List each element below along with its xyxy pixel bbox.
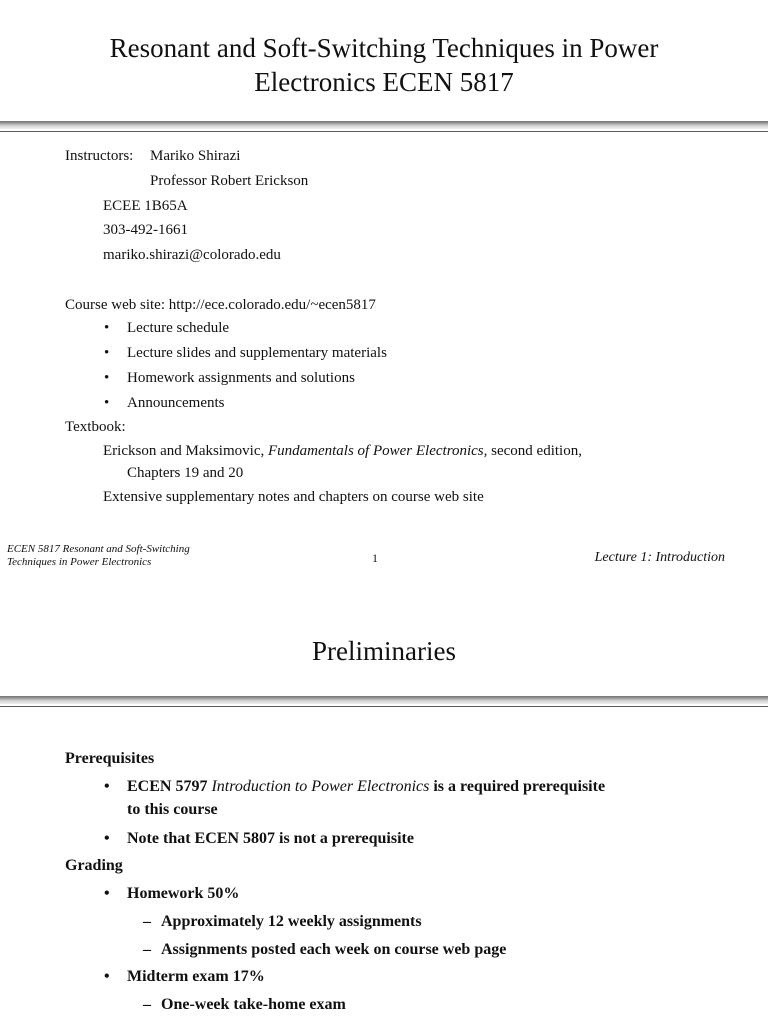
textbook-line bbox=[103, 442, 582, 460]
dash-icon: – bbox=[143, 913, 151, 930]
list-item: Homework assignments and solutions bbox=[127, 370, 355, 386]
prereq-course: ECEN 5797 bbox=[127, 778, 208, 795]
email: mariko.shirazi@colorado.edu bbox=[103, 247, 281, 263]
slide1-title-rule bbox=[0, 121, 768, 129]
dash-icon: – bbox=[143, 941, 151, 958]
slide2-title: Preliminaries bbox=[312, 636, 456, 666]
website-line bbox=[65, 296, 376, 314]
prereq-item-1-line2: to this course bbox=[127, 801, 218, 818]
list-item: Lecture schedule bbox=[127, 320, 230, 336]
bullet-icon: • bbox=[104, 830, 110, 847]
slide1-footer-right: Lecture 1: Introduction bbox=[594, 550, 725, 565]
textbook-label: Textbook: bbox=[65, 419, 126, 435]
textbook-authors: Erickson and Maksimovic, bbox=[103, 443, 265, 459]
textbook-chapters: Chapters 19 and 20 bbox=[127, 465, 244, 481]
instructor-1: Mariko Shirazi bbox=[150, 148, 241, 164]
midterm-detail-1: One-week take-home exam bbox=[161, 996, 346, 1013]
instructors-label: Instructors: bbox=[65, 148, 134, 164]
slide2-title-rule bbox=[0, 696, 768, 704]
prerequisites-label: Prerequisites bbox=[65, 750, 155, 767]
list-item: Lecture slides and supplementary materials bbox=[127, 345, 387, 361]
bullet-icon: • bbox=[104, 885, 110, 902]
bullet-icon: • bbox=[104, 345, 110, 361]
prereq-item-1 bbox=[127, 777, 605, 797]
bullet-icon: • bbox=[104, 395, 110, 411]
homework-detail-1: Approximately 12 weekly assignments bbox=[161, 913, 422, 930]
slide1-title bbox=[0, 31, 768, 99]
grading-midterm: Midterm exam 17% bbox=[127, 968, 265, 985]
textbook-title: Fundamentals of Power Electronics, bbox=[267, 443, 488, 459]
list-item: Announcements bbox=[127, 395, 225, 411]
bullet-icon: • bbox=[104, 968, 110, 985]
footer-left-line2: Techniques in Power Electronics bbox=[7, 556, 152, 568]
textbook-edition: second edition, bbox=[491, 443, 582, 459]
slide1-footer-left bbox=[7, 543, 190, 569]
bullet-icon: • bbox=[104, 320, 110, 336]
footer-left-line1: ECEN 5817 Resonant and Soft-Switching bbox=[7, 543, 190, 555]
grading-homework: Homework 50% bbox=[127, 885, 240, 902]
dash-icon: – bbox=[143, 996, 151, 1013]
office: ECEE 1B65A bbox=[103, 198, 188, 214]
phone: 303-492-1661 bbox=[103, 222, 188, 238]
website-url[interactable]: http://ece.colorado.edu/~ecen5817 bbox=[168, 297, 376, 313]
slide1-title-line2: Electronics ECEN 5817 bbox=[254, 67, 514, 97]
prereq-course-title: Introduction to Power Electronics bbox=[211, 778, 430, 795]
supplementary-note: Extensive supplementary notes and chapters on course web site bbox=[103, 489, 484, 505]
bullet-icon: • bbox=[104, 778, 110, 795]
prereq-item-2: Note that ECEN 5807 is not a prerequisite bbox=[127, 830, 414, 847]
website-label: Course web site: bbox=[65, 297, 165, 313]
grading-label: Grading bbox=[65, 857, 123, 874]
page-number: 1 bbox=[372, 551, 378, 565]
bullet-icon: • bbox=[104, 370, 110, 386]
prereq-rest: is a required prerequisite bbox=[433, 778, 606, 795]
slide1-title-line1: Resonant and Soft-Switching Techniques in Power bbox=[109, 33, 659, 63]
homework-detail-2: Assignments posted each week on course web page bbox=[161, 941, 507, 958]
instructor-2: Professor Robert Erickson bbox=[150, 173, 309, 189]
